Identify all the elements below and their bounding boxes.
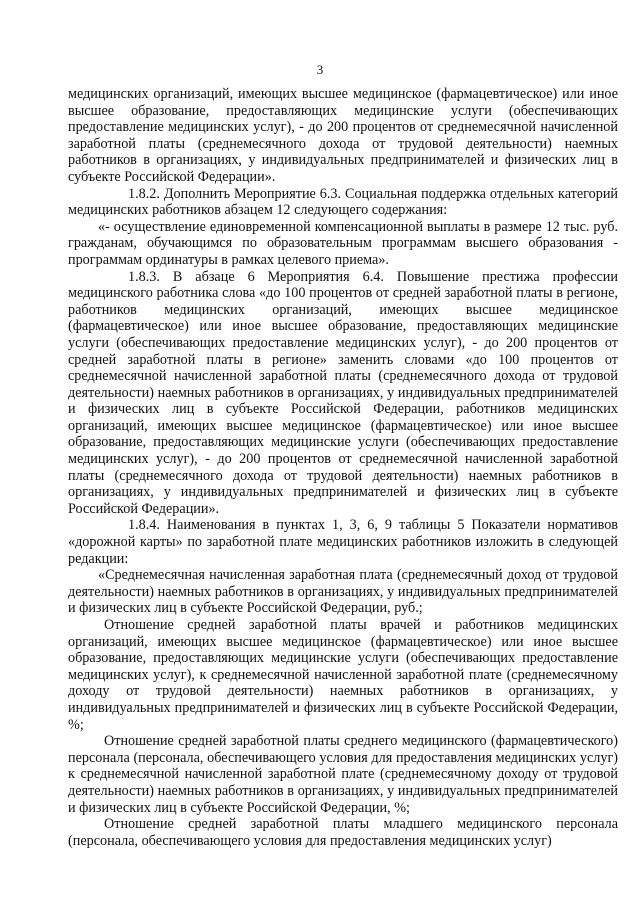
paragraph-ratio-mid-level: Отношение средней заработной платы среднего медицинского (фармацевтического) персонала (персонала, обеспечивающего условия для предоставления медицинских услуг) к среднемесячной начисленной заработной плате (среднемесячному доходу от трудовой деятельности) наемных работников в организациях, у индивидуальных предпринимателей и физических лиц в субъекте Российской Федерации, %; [68,733,618,816]
document-body [68,86,618,849]
paragraph-quote-compensation: «- осуществление единовременной компенсационной выплаты в размере 12 тыс. руб. гражданам, обучающимся по образовательным программам высшего образования - программам ординатуры в рамках целевого приема». [68,218,618,268]
page-number: 3 [316,62,324,77]
paragraph-1-8-3: 1.8.3. В абзаце 6 Мероприятия 6.4. Повышение престижа профессии медицинского работника слова «до 100 процентов от средней заработной платы в регионе, работников медицинских организаций, имеющих высшее медицинское (фармацевтическое) или иное высшее образование, предоставляющих медицинские услуги (обеспечивающих предоставление медицинских услуг), - до 200 процентов от средней заработной платы в регионе» заменить словами «до 100 процентов от среднемесячной начисленной заработной платы (среднемесячного дохода от трудовой деятельности) наемных работников в организациях, у индивидуальных предпринимателей и физических лиц в субъекте Российской Федерации, работников медицинских организаций, имеющих высшее медицинское (фармацевтическое) или иное высшее образование, предоставляющих медицинские услуги (обеспечивающих предоставление медицинских услуг), - до 200 процентов от среднемесячной начисленной заработной платы (среднемесячного дохода от трудовой деятельности) наемных работников в организациях, у индивидуальных предпринимателей и физических лиц в субъекте Российской Федерации». [68,268,618,517]
paragraph-1-8-2: 1.8.2. Дополнить Мероприятие 6.3. Социальная поддержка отдельных категорий медицинских работников абзацем 12 следующего содержания: [68,185,618,219]
paragraph-quote-average-salary: «Среднемесячная начисленная заработная плата (среднемесячный доход от трудовой деятельности) наемных работников в организациях, у индивидуальных предпринимателей и физических лиц в субъекте Российской Федерации, руб.; [68,567,618,617]
paragraph-continuation: медицинских организаций, имеющих высшее медицинское (фармацевтическое) или иное высшее образование, предоставляющих медицинские услуги (обеспечивающих предоставление медицинских услуг), - до 200 процентов от среднемесячной начисленной заработной платы (среднемесячного дохода от трудовой деятельности) наемных работников в организациях, у индивидуальных предпринимателей и физических лиц в субъекте Российской Федерации». [68,86,618,185]
paragraph-ratio-doctors: Отношение средней заработной платы врачей и работников медицинских организаций, имеющих высшее медицинское (фармацевтическое) или иное высшее образование, предоставляющих медицинские услуги (обеспечивающих предоставление медицинских услуг), к среднемесячной начисленной заработной плате (среднемесячному доходу от трудовой деятельности) наемных работников в организациях, у индивидуальных предпринимателей и физических лиц в субъекте Российской Федерации, %; [68,617,618,733]
paragraph-ratio-junior: Отношение средней заработной платы младшего медицинского персонала (персонала, обеспечивающего условия для предоставления медицинских услуг) [68,816,618,849]
paragraph-1-8-4: 1.8.4. Наименования в пунктах 1, 3, 6, 9 таблицы 5 Показатели нормативов «дорожной карты» по заработной плате медицинских работников изложить в следующей редакции: [68,517,618,567]
